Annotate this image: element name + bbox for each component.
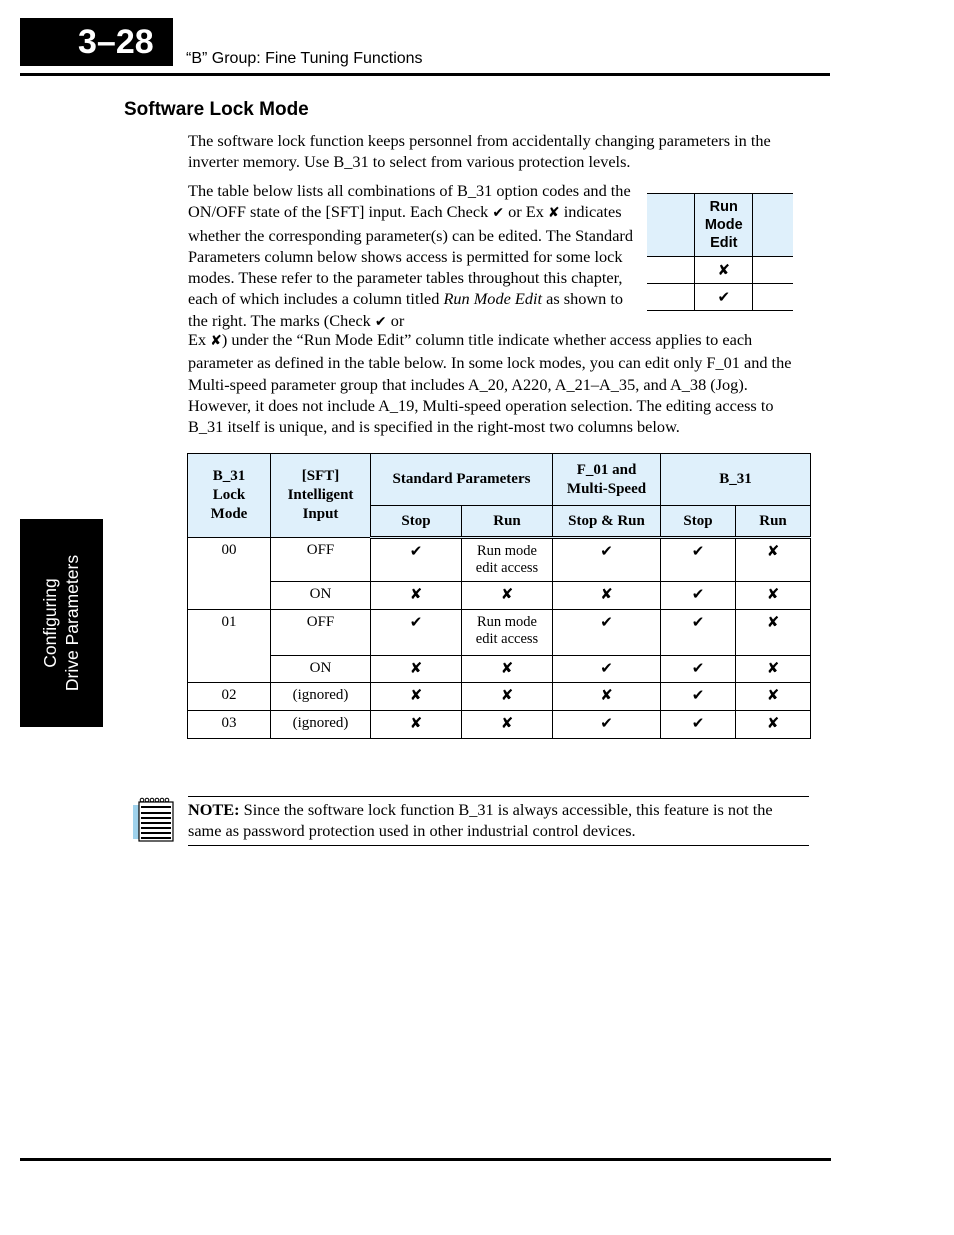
table-row: [188, 610, 811, 656]
text-run: indicates whether the corresponding parameter(s) can be edited. The Standard Parameters column below shows access is permitted for some lock modes. These refer to the parameter tables throughout this chapter, each of which includes a column titled: [188, 202, 633, 309]
ex-mark-icon: ✘: [553, 683, 661, 711]
ex-mark-icon: ✘: [210, 333, 222, 349]
run-mode-edit-sample-table: [647, 193, 793, 311]
header-sft-input: [271, 454, 371, 538]
ex-mark-icon: ✘: [736, 610, 811, 656]
table-row: [188, 582, 811, 610]
table-explanation-paragraph: [188, 180, 640, 333]
cell-line: edit access: [475, 631, 539, 647]
ex-mark-icon: ✘: [371, 582, 462, 610]
cell-line: Run mode: [476, 543, 537, 559]
header-line: Multi-Speed: [566, 480, 647, 497]
sft-cell: ON: [271, 656, 371, 683]
ex-mark-icon: ✘: [371, 711, 462, 739]
ex-mark-icon: ✘: [462, 683, 553, 711]
chapter-side-tab: [20, 519, 103, 727]
check-mark-icon: ✔: [661, 683, 736, 711]
header-rule: [20, 73, 830, 76]
lock-mode-cell: 02: [188, 683, 271, 711]
header-line: [SFT]: [301, 468, 340, 484]
check-mark-icon: ✔: [374, 313, 387, 330]
header-line: Mode: [210, 506, 248, 522]
header-b31-run: Run: [736, 506, 811, 538]
sft-cell: ON: [271, 582, 371, 610]
check-mark-icon: ✔: [553, 538, 661, 582]
footer-rule: [20, 1158, 831, 1161]
header-line: F_01 and: [576, 461, 637, 478]
mini-cell: [647, 194, 695, 257]
mini-header: [695, 194, 753, 257]
notepad-icon: [131, 797, 174, 842]
header-line: B_31: [212, 468, 246, 484]
ex-mark-icon: ✘: [736, 656, 811, 683]
mini-header-line: Mode: [704, 217, 743, 233]
ex-mark-icon: ✘: [371, 656, 462, 683]
note-rule: [188, 845, 809, 846]
header-stop-run: Stop & Run: [553, 506, 661, 538]
check-mark-icon: ✔: [661, 610, 736, 656]
check-mark-icon: ✔: [661, 711, 736, 739]
side-tab-line: Configuring: [40, 578, 60, 668]
lock-mode-cell: 03: [188, 711, 271, 739]
text-run: as shown to the right. The marks (Check: [188, 289, 623, 330]
table-row: [188, 683, 811, 711]
std-run-cell: [462, 538, 553, 582]
access-paragraph: [188, 329, 810, 437]
header-standard-parameters: Standard Parameters: [371, 454, 553, 506]
ex-mark-icon: ✘: [462, 711, 553, 739]
text-run: or: [386, 310, 405, 330]
ex-mark-icon: ✘: [462, 656, 553, 683]
page-number: 3–28: [20, 18, 173, 66]
note-body: Since the software lock function B_31 is always accessible, this feature is not the same as password protection used in other industrial control devices.: [188, 800, 773, 841]
side-tab-label: [39, 519, 83, 727]
running-title: “B” Group: Fine Tuning Functions: [186, 50, 423, 67]
ex-mark-icon: ✘: [462, 582, 553, 610]
check-mark-icon: ✔: [553, 610, 661, 656]
sft-cell: (ignored): [271, 683, 371, 711]
note-rule: [188, 796, 809, 797]
sft-cell: OFF: [271, 538, 371, 582]
text-run: Ex: [188, 330, 211, 349]
sft-cell: OFF: [271, 610, 371, 656]
ex-mark-icon: ✘: [736, 711, 811, 739]
lock-mode-cell: 00: [188, 538, 271, 610]
note-label: NOTE:: [188, 800, 240, 819]
header-b31-stop: Stop: [661, 506, 736, 538]
table-row: [188, 656, 811, 683]
mini-cell: [647, 284, 695, 311]
note-text: [188, 799, 808, 842]
check-mark-icon: ✔: [661, 582, 736, 610]
cell-line: edit access: [475, 560, 539, 576]
mini-header-line: Run: [709, 199, 738, 215]
header-lock-mode: [188, 454, 271, 538]
header-std-stop: Stop: [371, 506, 462, 538]
std-run-cell: [462, 610, 553, 656]
table-row: [188, 711, 811, 739]
check-mark-icon: ✔: [661, 538, 736, 582]
header-std-run: Run: [462, 506, 553, 538]
ex-mark-icon: ✘: [371, 683, 462, 711]
italic-term: Run Mode Edit: [443, 289, 543, 309]
ex-mark-icon: ✘: [736, 582, 811, 610]
mini-header-line: Edit: [710, 235, 738, 251]
sft-cell: (ignored): [271, 711, 371, 739]
check-mark-icon: ✔: [553, 656, 661, 683]
text-run: ) under the “Run Mode Edit” column title indicate whether access applies to each parameter as defined in the table below. In some lock modes, you can edit only F_01 and the Multi-speed parameter group that includes A_20, A220, A_21–A_35, and A_38 (Jog). However, it does not include A_19, Multi-speed operation selection. The editing access to B_31 itself is unique, and is specified in the right-most two columns below.: [188, 330, 792, 437]
text-run: or Ex: [504, 202, 548, 222]
ex-mark-icon: ✘: [736, 538, 811, 582]
header-line: Input: [302, 506, 339, 522]
check-mark-icon: ✔: [371, 610, 462, 656]
ex-mark-icon: ✘: [553, 582, 661, 610]
check-mark-icon: ✔: [553, 711, 661, 739]
check-mark-icon: ✔: [695, 284, 753, 311]
mini-cell: [647, 257, 695, 284]
lock-mode-cell: 01: [188, 610, 271, 683]
cell-line: Run mode: [476, 614, 537, 630]
side-tab-line: Drive Parameters: [62, 554, 82, 692]
header-b31: B_31: [661, 454, 811, 506]
check-mark-icon: ✔: [371, 538, 462, 582]
header-line: Lock: [212, 487, 246, 503]
ex-mark-icon: ✘: [695, 257, 753, 284]
check-mark-icon: ✔: [492, 205, 505, 222]
section-title: Software Lock Mode: [124, 99, 309, 120]
software-lock-table: [187, 453, 811, 739]
mini-cell: [753, 284, 793, 311]
header-line: Intelligent: [287, 487, 354, 503]
header-f01-multispeed: [553, 454, 661, 506]
mini-cell: [753, 194, 793, 257]
mini-cell: [753, 257, 793, 284]
text-run: The table below lists all combinations of B_31 option codes and the ON/OFF state of the [SFT] input. Each Check: [188, 181, 631, 222]
table-row: [188, 538, 811, 582]
check-mark-icon: ✔: [661, 656, 736, 683]
ex-mark-icon: ✘: [736, 683, 811, 711]
ex-mark-icon: ✘: [547, 205, 560, 222]
intro-paragraph: The software lock function keeps personnel from accidentally changing parameters in the inverter memory. Use B_31 to select from various protection levels.: [188, 131, 771, 172]
